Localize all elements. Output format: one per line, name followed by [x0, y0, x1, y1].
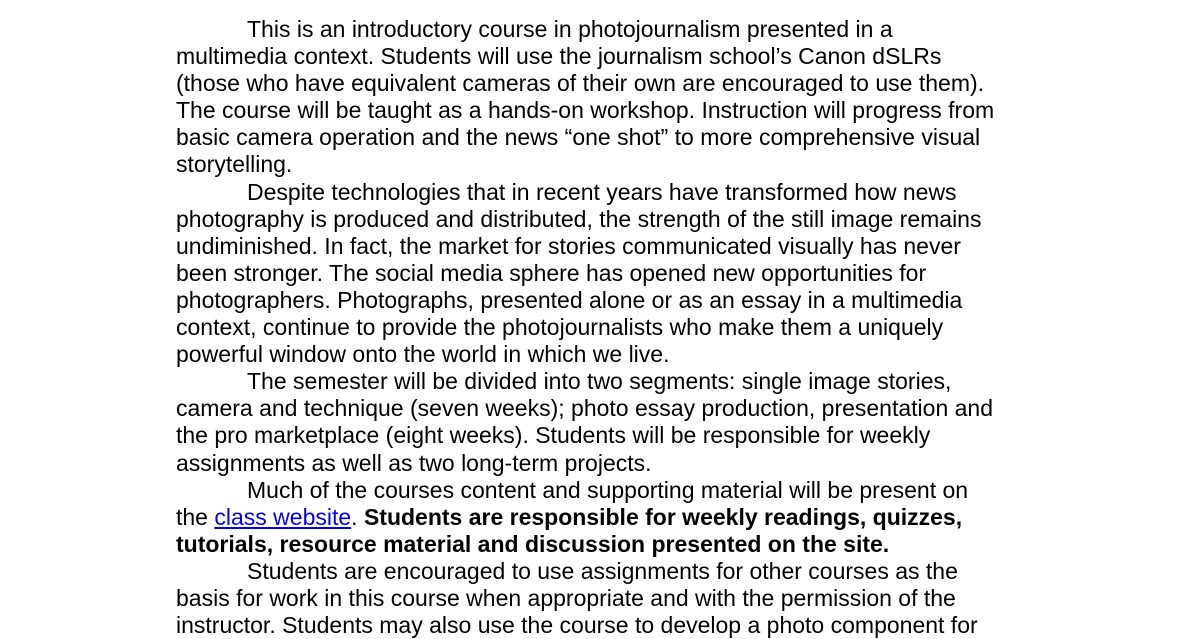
text-line: multimedia context. Students will use the journalism school’s Canon dSLRs [176, 43, 942, 70]
text-line: photography is produced and distributed, the strength of the still image remains [176, 205, 982, 232]
text-line: instructor. Students may also use the course to develop a photo component for [176, 612, 978, 639]
text-line: basis for work in this course when appropriate and with the permission of the [176, 584, 956, 611]
text-line: (those who have equivalent cameras of their own are encouraged to use them). [176, 70, 985, 97]
paragraph-website [176, 477, 1026, 558]
text-line: powerful window onto the world in which we live. [176, 341, 670, 368]
text-line: assignments as well as two long-term projects. [176, 449, 652, 476]
text-line: Much of the courses content and supporting material will be present on [247, 476, 969, 503]
text-segment: . [351, 503, 364, 530]
text-line: camera and technique (seven weeks); photo essay production, presentation and [176, 395, 994, 422]
text-line: photographers. Photographs, presented alone or as an essay in a multimedia [176, 286, 963, 313]
text-line: storytelling. [176, 151, 293, 178]
text-line [176, 504, 1026, 531]
text-line: The semester will be divided into two segments: single image stories, [247, 368, 952, 395]
paragraph-technologies [176, 179, 1026, 369]
paragraph-assignments [176, 558, 1026, 639]
class-website-link[interactable]: class website [214, 503, 352, 530]
text-line: basic camera operation and the news “one shot” to more comprehensive visual [176, 124, 981, 151]
text-line: been stronger. The social media sphere has opened new opportunities for [176, 259, 927, 286]
text-line: undiminished. In fact, the market for stories communicated visually has never [176, 232, 961, 259]
paragraph-intro [176, 16, 1026, 179]
paragraph-semester [176, 368, 1026, 476]
text-segment: the [176, 503, 215, 530]
text-line: context, continue to provide the photojournalists who make them a uniquely [176, 314, 944, 341]
document-body [176, 16, 1026, 639]
text-line: the pro marketplace (eight weeks). Students will be responsible for weekly [176, 422, 931, 449]
bold-text-line: tutorials, resource material and discussion presented on the site. [176, 530, 890, 557]
bold-text: Students are responsible for weekly readings, quizzes, [363, 503, 963, 530]
text-line: This is an introductory course in photojournalism presented in a [247, 16, 893, 42]
text-line: Despite technologies that in recent years have transformed how news [247, 178, 957, 205]
text-line: The course will be taught as a hands-on workshop. Instruction will progress from [176, 97, 995, 124]
text-line: Students are encouraged to use assignments for other courses as the [247, 557, 958, 584]
